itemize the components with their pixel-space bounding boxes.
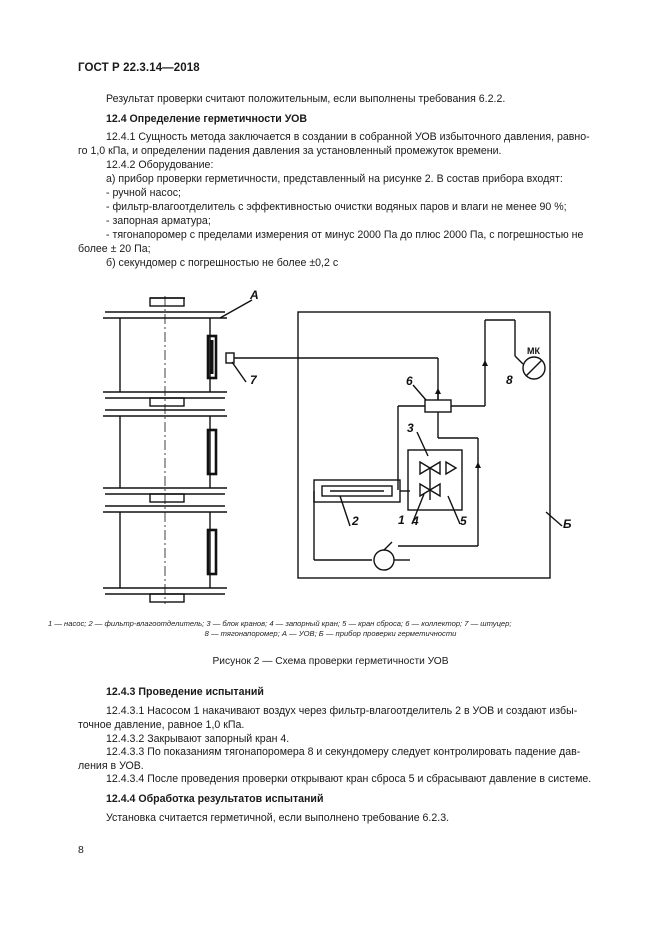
- label-mk: МК: [527, 346, 540, 356]
- figure-caption-line1: 1 — насос; 2 — фильтр-влагоотделитель; 3 — блок кранов; 4 — запорный кран; 5 — кран сброса; 6 — коллектор; 7 — штуцер;: [48, 619, 512, 628]
- label-8: 8: [506, 373, 513, 387]
- item-gauge-line1: - тягонапоромер с пределами измерения от минус 2000 Па до плюс 2000 Па, с погрешностью не: [106, 229, 584, 241]
- pump: [374, 550, 394, 570]
- item-filter: - фильтр-влагоотделитель с эффективностью очистки водяных паров и влаги не менее 90 %;: [106, 201, 567, 213]
- figure-caption-line2: 8 — тягонапоромер; А — УОВ; Б — прибор проверки герметичности: [204, 629, 457, 638]
- para-12-4-4: Установка считается герметичной, если выполнено требование 6.2.3.: [106, 812, 450, 824]
- item-b: б) секундомер с погрешностью не более ±0,2 с: [106, 257, 339, 269]
- item-a: а) прибор проверки герметичности, представленный на рисунке 2. В состав прибора входят:: [106, 173, 563, 185]
- para-12-4-3-3-line1: 12.4.3.3 По показаниям тягонапоромера 8 и секундомеру следует контролировать падение дав-: [106, 746, 581, 758]
- label-7: 7: [250, 373, 257, 387]
- item-gauge-line2: более ± 20 Па;: [78, 243, 151, 255]
- para-12-4-1-line2: го 1,0 кПа, и определении падения давления за установленный промежуток времени.: [78, 145, 502, 157]
- label-uov: А: [250, 288, 259, 302]
- test-device-box: [298, 312, 550, 578]
- section-12-4-4-title: 12.4.4 Обработка результатов испытаний: [106, 793, 324, 805]
- label-3: 3: [407, 421, 414, 435]
- para-12-4-2: 12.4.2 Оборудование:: [106, 159, 214, 171]
- label-6: 6: [406, 374, 413, 388]
- label-4: 4: [412, 514, 419, 528]
- label-5: 5: [460, 514, 467, 528]
- para-12-4-1-line1: 12.4.1 Сущность метода заключается в создании в собранной УОВ избыточного давления, равно-: [106, 131, 590, 143]
- para-12-4-3-2: 12.4.3.2 Закрывают запорный кран 4.: [106, 733, 290, 745]
- label-device: Б: [563, 517, 572, 531]
- section-12-4-3-title: 12.4.3 Проведение испытаний: [106, 686, 264, 698]
- standard-header: ГОСТ Р 22.3.14—2018: [78, 62, 200, 74]
- para-12-4-3-1-line2: точное давление, равное 1,0 кПа.: [78, 719, 245, 731]
- label-1: 1: [398, 513, 405, 527]
- figure-title: Рисунок 2 — Схема проверки герметичности УОВ: [212, 656, 449, 667]
- para-12-4-3-4: 12.4.3.4 После проведения проверки открывают кран сброса 5 и сбрасывают давление в системе.: [106, 773, 592, 785]
- valve-block: [408, 450, 462, 510]
- para-12-4-3-3-line2: ления в УОВ.: [78, 760, 144, 772]
- para-12-4-3-1-line1: 12.4.3.1 Насосом 1 накачивают воздух через фильтр-влагоотделитель 2 в УОВ и создают избы-: [106, 705, 578, 717]
- section-12-4-title: 12.4 Определение герметичности УОВ: [106, 113, 307, 125]
- manifold: [425, 400, 451, 412]
- page-number: 8: [78, 844, 84, 856]
- fitting: [226, 353, 234, 363]
- intro-paragraph: Результат проверки считают положительным, если выполнены требования 6.2.2.: [106, 93, 506, 105]
- item-pump: - ручной насос;: [106, 187, 181, 199]
- label-2: 2: [352, 514, 359, 528]
- item-valves: - запорная арматура;: [106, 215, 211, 227]
